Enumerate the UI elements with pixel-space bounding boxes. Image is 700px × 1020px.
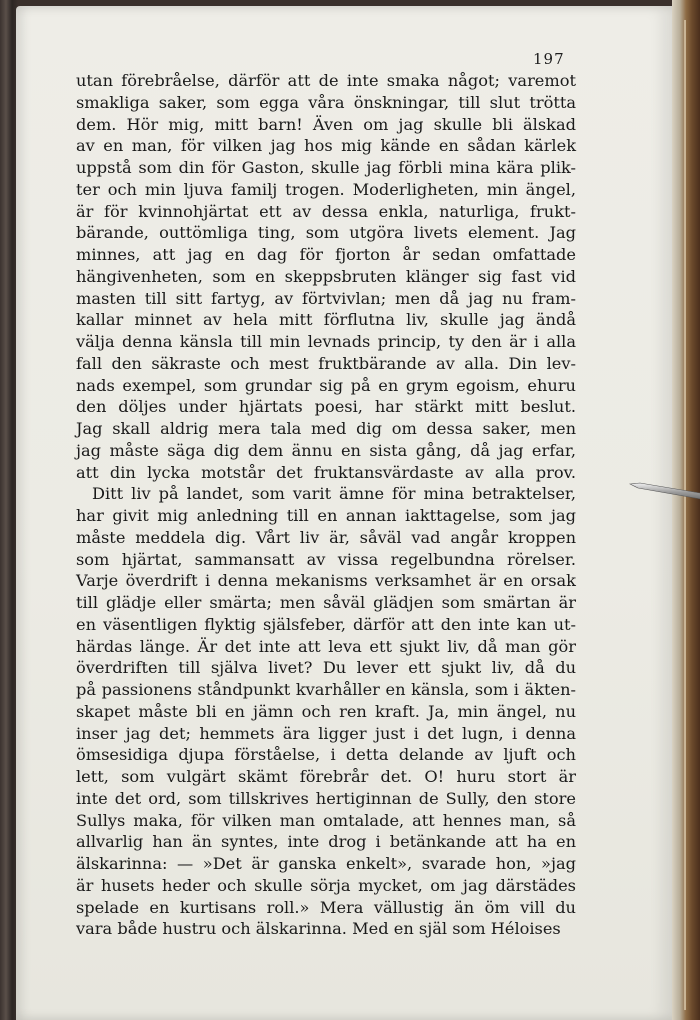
text-line: utan förebråelse, därför att de inte smaka något; varemot	[76, 71, 576, 90]
text-line: uppstå som din för Gaston, skulle jag förbli mina kära plik-	[76, 158, 576, 177]
text-line: på passionens ståndpunkt kvarhåller en känsla, som i äkten-	[76, 680, 576, 699]
text-line: har givit mig anledning till en annan iakttagelse, som jag	[76, 506, 576, 525]
text-line: smakliga saker, som egga våra önskningar, till slut trötta	[76, 92, 576, 112]
text-line: är för kvinnohjärtat ett av dessa enkla, naturliga, frukt-	[76, 201, 576, 221]
text-line: den döljes under hjärtats poesi, har stärkt mitt beslut.	[76, 397, 576, 417]
text-line: som hjärtat, sammansatt av vissa regelbundna rörelser.	[76, 549, 576, 569]
text-line: inser jag det; hemmets ära ligger just i det lugn, i denna	[76, 723, 576, 743]
body-text	[76, 70, 576, 940]
page-number: 197	[533, 50, 565, 68]
text-line: måste meddela dig. Vårt liv är, såväl vad angår kroppen	[76, 527, 576, 547]
text-line: skapet måste bli en jämn och ren kraft. Ja, min ängel, nu	[76, 701, 576, 721]
text-line: ter och min ljuva familj trogen. Moderligheten, min ängel,	[76, 179, 576, 199]
text-line: Jag skall aldrig mera tala med dig om dessa saker, men	[76, 419, 576, 438]
text-line: minnes, att jag en dag för fjorton år sedan omfattade	[76, 245, 576, 264]
text-line: bärande, outtömliga ting, som utgöra livets element. Jag	[76, 223, 576, 243]
text-line: är husets heder och skulle sörja mycket, om jag därstädes	[76, 875, 576, 895]
text-line: härdas länge. Är det inte att leva ett sjukt liv, då man gör	[76, 636, 576, 656]
text-line: överdriften till själva livet? Du lever ett sjukt liv, då du	[76, 658, 576, 678]
text-line: vara både hustru och älskarinna. Med en själ som Héloises	[76, 919, 561, 939]
text-line: spelade en kurtisans roll.» Mera vällustig än öm vill du	[76, 897, 576, 917]
text-line: Sullys maka, för vilken man omtalade, att hennes man, så	[76, 810, 576, 830]
text-line: till glädje eller smärta; men såväl glädjen som smärtan är	[76, 593, 576, 612]
text-line: allvarlig han än syntes, inte drog i betänkande att ha en	[76, 832, 576, 852]
text-line: Ditt liv på landet, som varit ämne för mina betraktelser,	[92, 484, 576, 504]
text-line: hängivenheten, som en skeppsbruten klänger sig fast vid	[76, 266, 576, 286]
text-line: älskarinna: — »Det är ganska enkelt», svarade hon, »jag	[76, 854, 576, 873]
book-spine-edge	[672, 0, 700, 1020]
text-line: av en man, för vilken jag hos mig kände en sådan kärlek	[76, 136, 576, 156]
text-line: att din lycka motstår det fruktansvärdaste av alla prov.	[76, 462, 576, 482]
text-line: ömsesidiga djupa förståelse, i detta delande av ljuft och	[76, 745, 576, 765]
text-line: nads exempel, som grundar sig på en grym egoism, ehuru	[76, 375, 576, 395]
text-line: fall den säkraste och mest fruktbärande av alla. Din lev-	[76, 353, 576, 373]
page-pointer-icon	[628, 478, 700, 502]
text-line: en väsentligen flyktig själsfeber, därför att den inte kan ut-	[76, 614, 576, 634]
text-line: Varje överdrift i denna mekanisms verksamhet är en orsak	[76, 571, 576, 591]
text-line: välja denna känsla till min levnads princip, ty den är i alla	[76, 332, 576, 351]
text-line: jag måste säga dig dem ännu en sista gång, då jag erfar,	[76, 440, 576, 460]
text-line: lett, som vulgärt skämt förebrår det. O! huru stort är	[76, 767, 576, 786]
text-line: inte det ord, som tillskrives hertiginnan de Sully, den store	[76, 788, 576, 808]
text-line: masten till sitt fartyg, av förtvivlan; men då jag nu fram-	[76, 288, 576, 308]
page-edge-line	[684, 20, 686, 1010]
text-line: dem. Hör mig, mitt barn! Även om jag skulle bli älskad	[76, 114, 576, 134]
text-line: kallar minnet av hela mitt förflutna liv, skulle jag ändå	[76, 310, 576, 330]
